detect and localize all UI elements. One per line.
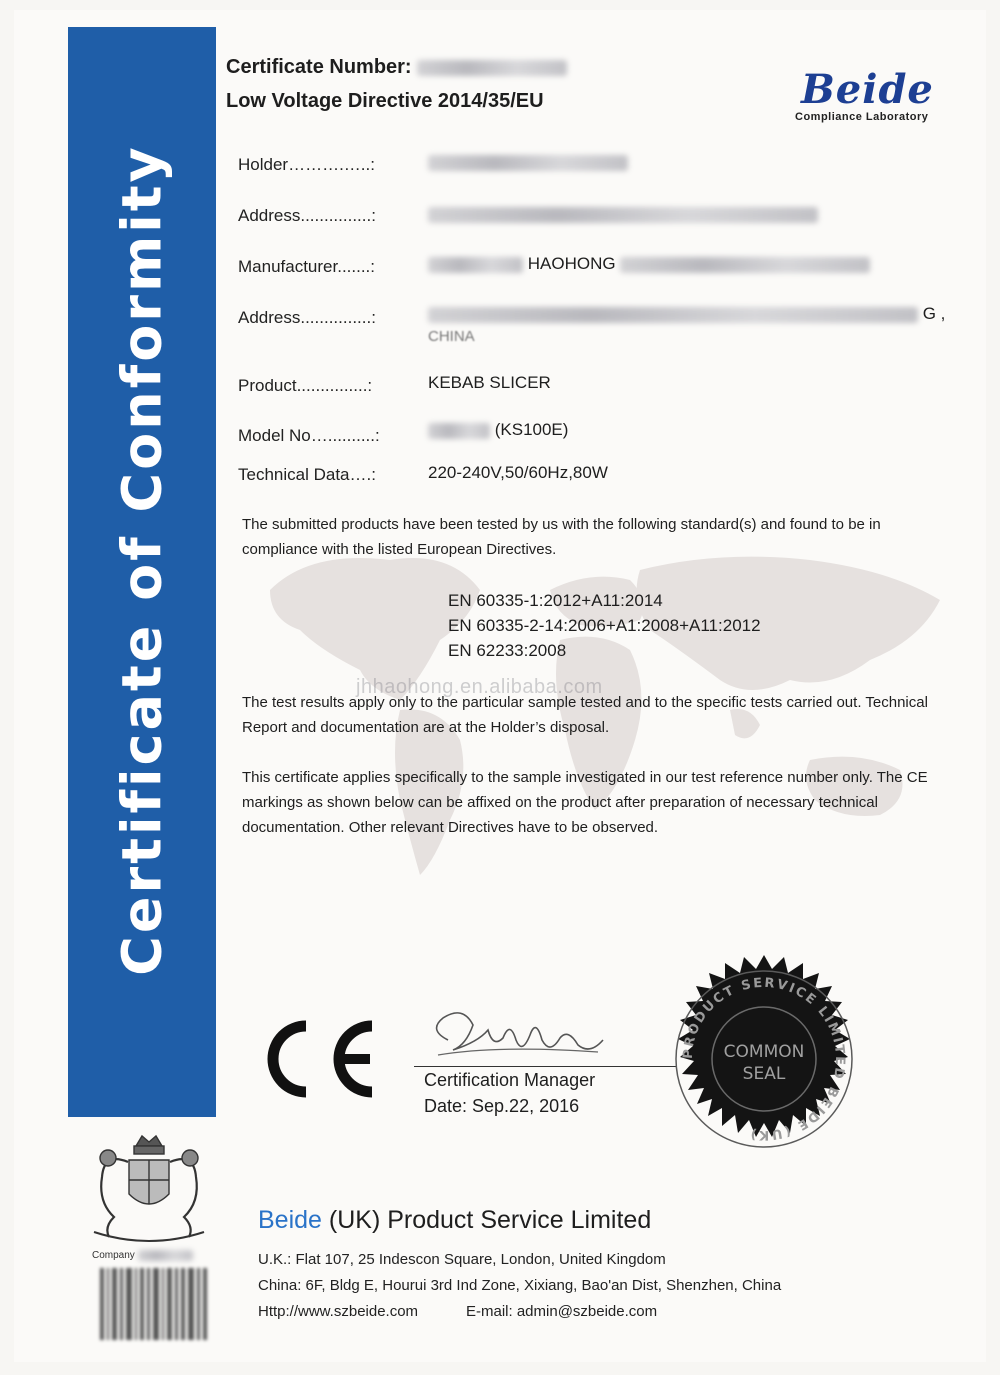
holder-label: Holder……….…..: — [238, 155, 375, 174]
ce-mark-icon — [254, 1012, 384, 1102]
redacted-holder — [428, 155, 628, 171]
redacted-company-number — [138, 1250, 193, 1261]
technical-label: Technical Data….: — [238, 465, 376, 484]
address-row-2 — [238, 308, 428, 328]
address-value-2-line2: CHINA — [428, 328, 475, 345]
address-row-1 — [238, 206, 428, 226]
company-label-text: Company — [92, 1250, 135, 1262]
footer-company-name — [258, 1206, 651, 1235]
signature-icon — [418, 1000, 618, 1070]
product-row — [238, 376, 428, 396]
seal-center-line-1: COMMON — [723, 1042, 805, 1062]
certificate-date: Date: Sep.22, 2016 — [424, 1096, 580, 1116]
address-label-1: Address...............: — [238, 206, 376, 225]
manager-title: Certification Manager — [424, 1070, 596, 1090]
logo-subtitle: Compliance Laboratory — [795, 111, 929, 123]
address-label-2: Address...............: — [238, 308, 376, 327]
redacted-manufacturer-prefix — [428, 257, 523, 273]
common-seal — [658, 953, 870, 1165]
holder-row — [238, 155, 428, 175]
manufacturer-row — [238, 257, 428, 277]
manufacturer-label: Manufacturer.......: — [238, 257, 376, 276]
directive-title: Low Voltage Directive 2014/35/EU — [226, 90, 544, 112]
address-2-suffix: G , — [922, 304, 946, 323]
results-paragraph: The test results apply only to the particular sample tested and to the specific tests carried out. Technical Report and documentation are at the Holder’s disposal. — [242, 694, 928, 736]
footer-website[interactable]: Http://www.szbeide.com — [258, 1303, 419, 1320]
standard-2: EN 60335-2-14:2006+A1:2008+A11:2012 — [448, 616, 761, 635]
product-value: KEBAB SLICER — [428, 373, 551, 392]
intro-paragraph: The submitted products have been tested by us with the following standard(s) and found to be in compliance with the listed European Directives. — [242, 516, 881, 558]
redacted-manufacturer-suffix — [620, 257, 870, 273]
standard-3: EN 62233:2008 — [448, 641, 567, 660]
technical-row — [238, 465, 428, 485]
beide-logo — [795, 66, 965, 123]
sidebar-title: Certificate of Conformity — [110, 144, 174, 976]
redacted-address-1 — [428, 207, 818, 223]
redacted-address-2 — [428, 307, 918, 323]
certificate-number — [226, 56, 567, 79]
address-value-1 — [428, 204, 818, 224]
model-value — [428, 420, 568, 440]
model-label: Model No…..........: — [238, 426, 380, 445]
manufacturer-value — [428, 254, 870, 274]
watermark-text: jhhaohong.en.alibaba.com — [356, 676, 603, 698]
seal-center-line-2: SEAL — [742, 1064, 786, 1084]
logo-name: Beide — [801, 66, 934, 113]
footer-uk-address: U.K.: Flat 107, 25 Indescon Square, London, United Kingdom — [258, 1251, 666, 1268]
royal-crest-icon — [84, 1132, 214, 1250]
address-value-2 — [428, 304, 945, 324]
footer-company-rest: (UK) Product Service Limited — [321, 1206, 652, 1234]
redacted-model-prefix — [428, 423, 490, 439]
holder-value — [428, 152, 628, 172]
company-label — [92, 1250, 193, 1261]
technical-value: 220-240V,50/60Hz,80W — [428, 463, 608, 482]
redacted-certificate-number — [417, 60, 567, 76]
footer-brand: Beide — [258, 1206, 322, 1234]
barcode-icon — [98, 1268, 208, 1340]
applies-paragraph: This certificate applies specifically to the sample investigated in our test reference number only. The CE markings as shown below can be affixed on the product after preparation of necessary technical documentation. Other relevant Directives have to be observed. — [242, 769, 928, 836]
product-label: Product...............: — [238, 376, 373, 395]
footer-china-address: China: 6F, Bldg E, Hourui 3rd Ind Zone, Xixiang, Bao'an Dist, Shenzhen, China — [258, 1277, 782, 1294]
model-row — [238, 426, 428, 446]
manufacturer-name: HAOHONG — [527, 254, 616, 273]
footer-email[interactable]: E-mail: admin@szbeide.com — [466, 1303, 658, 1320]
signature-line — [414, 1066, 676, 1067]
seal-ring-text: PRODUCT SERVICE LIMITED BEIDE (UK) — [680, 975, 848, 1143]
standard-1: EN 60335-1:2012+A11:2014 — [448, 591, 663, 610]
model-number: (KS100E) — [494, 420, 569, 439]
certificate-number-label: Certificate Number: — [226, 56, 412, 78]
